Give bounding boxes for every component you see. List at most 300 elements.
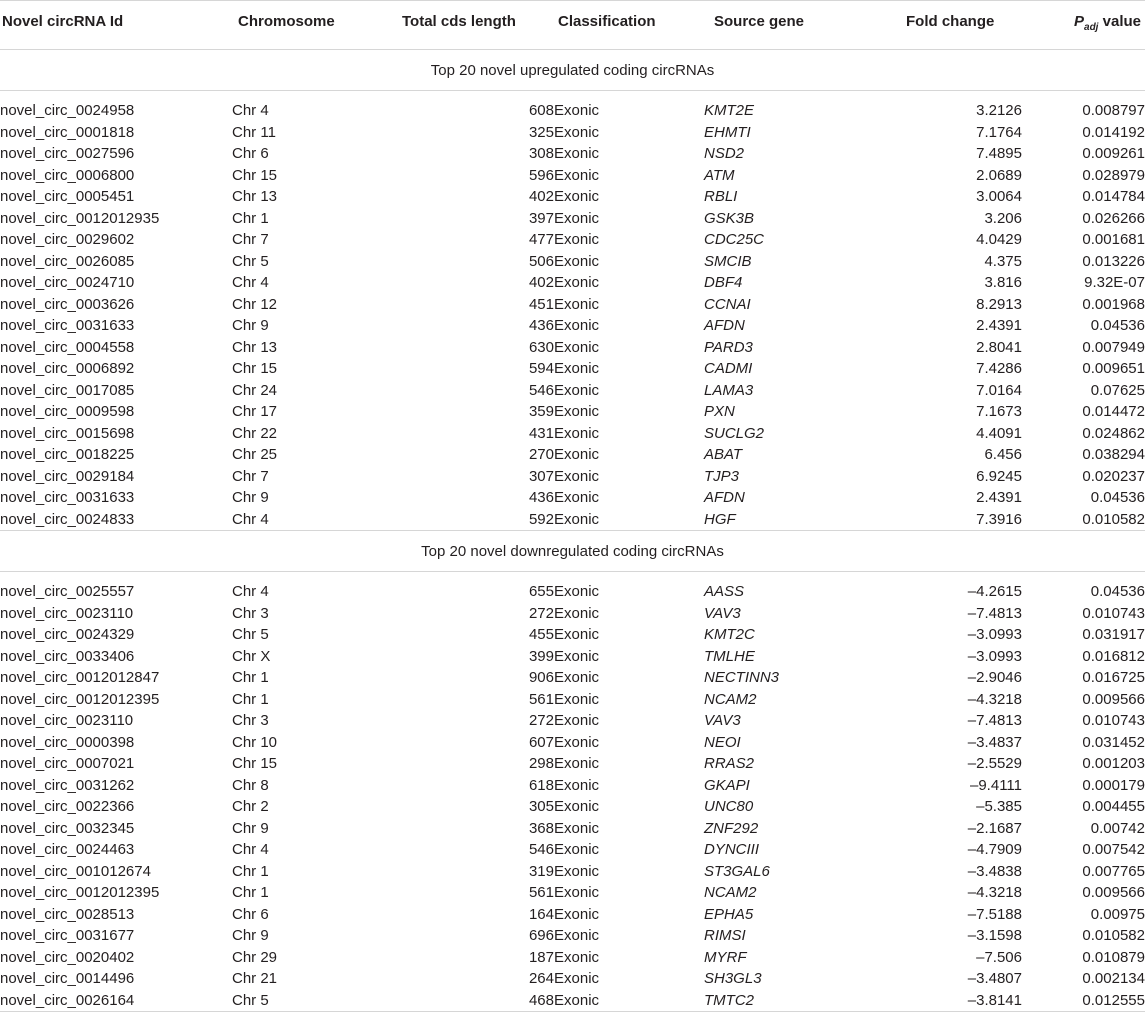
padj-value: 0.026266 — [1082, 209, 1145, 227]
table-row — [0, 143, 1145, 165]
padj-value: 0.07625 — [1090, 381, 1145, 399]
circrna-id: novel_circ_0026085 — [0, 252, 135, 270]
classification: Exonic — [554, 360, 600, 377]
circrna-id: novel_circ_0020402 — [0, 948, 135, 966]
cds-length: 264 — [528, 970, 554, 987]
fold-change: 3.206 — [984, 209, 1022, 227]
table-row — [0, 904, 1145, 926]
fold-change: –2.1687 — [967, 819, 1022, 837]
padj-value: 0.038294 — [1082, 446, 1145, 463]
chromosome: Chr 13 — [232, 188, 278, 205]
classification: Exonic — [554, 509, 704, 531]
chromosome: Chr 4 — [232, 102, 269, 119]
cds-length: 546 — [528, 381, 554, 399]
fold-change: 7.4895 — [976, 145, 1022, 162]
table-row — [0, 423, 1145, 445]
source-gene: MYRF — [704, 948, 747, 966]
circrna-id: novel_circ_0007021 — [0, 755, 135, 772]
circrna-id: novel_circ_0027596 — [0, 145, 135, 162]
padj-value: 0.010743 — [1082, 604, 1145, 622]
source-gene: TMTC2 — [704, 990, 874, 1012]
table-row — [0, 229, 1145, 251]
classification: Exonic — [554, 209, 600, 227]
table-row — [0, 775, 1145, 797]
chromosome: Chr 1 — [232, 669, 269, 686]
source-gene: VAV3 — [704, 604, 741, 622]
fold-change: 3.2126 — [976, 102, 1022, 119]
chromosome: Chr 9 — [232, 317, 269, 334]
classification: Exonic — [554, 252, 600, 270]
fold-change: –5.385 — [976, 798, 1022, 815]
circrna-id: novel_circ_0018225 — [0, 446, 135, 463]
chromosome: Chr 4 — [232, 841, 269, 858]
header-source-gene: Source gene — [704, 1, 874, 50]
circrna-id: novel_circ_0014496 — [0, 970, 135, 987]
table-row — [0, 122, 1145, 144]
header-padj — [1022, 1, 1145, 50]
circrna-id: novel_circ_0006892 — [0, 360, 135, 377]
circrna-id: novel_circ_0015698 — [0, 424, 135, 442]
table-row — [0, 337, 1145, 359]
fold-change: –3.4838 — [967, 862, 1022, 880]
source-gene: NSD2 — [704, 145, 745, 162]
padj-value: 0.016812 — [1082, 647, 1145, 665]
padj-value: 0.001681 — [1082, 231, 1145, 248]
classification: Exonic — [554, 776, 600, 794]
fold-change: –2.9046 — [967, 669, 1022, 686]
table-row — [0, 624, 1145, 646]
fold-change: 2.0689 — [976, 166, 1022, 184]
source-gene: AASS — [704, 583, 745, 600]
circrna-id: novel_circ_0000398 — [0, 733, 135, 751]
chromosome: Chr X — [232, 647, 271, 665]
source-gene: RRAS2 — [704, 755, 755, 772]
padj-value: 0.004455 — [1082, 798, 1145, 815]
classification: Exonic — [554, 970, 600, 987]
table-row — [0, 186, 1145, 208]
source-gene: EPHA5 — [704, 905, 754, 923]
source-gene: GSK3B — [704, 209, 755, 227]
source-gene: DBF4 — [704, 274, 743, 291]
classification: Exonic — [554, 317, 600, 334]
circrna-id: novel_circ_0024710 — [0, 274, 135, 291]
header-padj-value: value — [1098, 13, 1141, 30]
classification: Exonic — [554, 927, 600, 944]
source-gene: AFDN — [704, 489, 745, 506]
fold-change: 7.1764 — [976, 123, 1022, 141]
section-title-row — [0, 50, 1145, 91]
classification: Exonic — [554, 841, 600, 858]
fold-change: 2.4391 — [976, 489, 1022, 506]
classification: Exonic — [554, 712, 600, 729]
circrna-id: novel_circ_0023110 — [0, 712, 134, 729]
source-gene: NCAM2 — [704, 884, 757, 901]
padj-value: 0.014472 — [1082, 403, 1145, 420]
padj-value: 0.010879 — [1082, 948, 1145, 966]
source-gene: KMT2E — [704, 102, 755, 119]
classification: Exonic — [554, 647, 600, 665]
fold-change: 7.1673 — [976, 403, 1022, 420]
chromosome: Chr 13 — [232, 338, 278, 356]
classification: Exonic — [554, 819, 600, 837]
chromosome: Chr 4 — [232, 274, 269, 291]
classification: Exonic — [554, 467, 600, 485]
circrna-id: novel_circ_0025557 — [0, 583, 135, 600]
cds-length: 906 — [528, 669, 554, 686]
classification: Exonic — [554, 446, 600, 463]
fold-change: 3.0064 — [976, 188, 1022, 205]
chromosome: Chr 3 — [232, 712, 269, 729]
fold-change: –3.0993 — [967, 647, 1022, 665]
table-row — [0, 603, 1145, 625]
source-gene: GKAPI — [704, 776, 750, 794]
padj-value: 0.001203 — [1082, 755, 1145, 772]
chromosome: Chr 15 — [232, 360, 278, 377]
chromosome: Chr 7 — [232, 467, 269, 485]
classification: Exonic — [554, 755, 600, 772]
classification: Exonic — [554, 102, 600, 119]
cds-length: 187 — [528, 948, 554, 966]
cds-length: 307 — [528, 467, 554, 485]
padj-value: 0.009651 — [1082, 360, 1145, 377]
source-gene: ZNF292 — [704, 819, 759, 837]
padj-value: 0.008797 — [1082, 102, 1145, 119]
circrna-id: novel_circ_0003626 — [0, 295, 135, 313]
chromosome: Chr 3 — [232, 604, 269, 622]
fold-change: 4.4091 — [976, 424, 1022, 442]
table-row — [0, 990, 1145, 1012]
fold-change: 8.2913 — [976, 295, 1022, 313]
padj-value: 0.009261 — [1082, 145, 1145, 162]
fold-change: –3.4837 — [967, 733, 1022, 751]
circrna-id: novel_circ_0001818 — [0, 123, 135, 141]
classification: Exonic — [554, 123, 600, 141]
chromosome: Chr 9 — [232, 819, 269, 837]
table-row — [0, 796, 1145, 818]
chromosome: Chr 12 — [232, 295, 278, 313]
cds-length: 451 — [528, 295, 554, 313]
source-gene: SMCIB — [704, 252, 752, 270]
fold-change: 6.456 — [984, 446, 1022, 463]
table-row — [0, 882, 1145, 904]
cds-length: 298 — [528, 755, 554, 772]
fold-change: 2.8041 — [976, 338, 1022, 356]
circrna-id: novel_circ_0024329 — [0, 626, 135, 643]
padj-value: 0.009566 — [1082, 884, 1145, 901]
fold-change: –7.506 — [976, 948, 1022, 966]
source-gene: PARD3 — [704, 338, 753, 356]
chromosome: Chr 25 — [232, 446, 278, 463]
source-gene: CDC25C — [704, 231, 765, 248]
classification: Exonic — [554, 905, 600, 923]
table-row — [0, 646, 1145, 668]
fold-change: –4.7909 — [967, 841, 1022, 858]
section-title: Top 20 novel downregulated coding circRNAs — [0, 531, 1145, 572]
classification: Exonic — [554, 403, 600, 420]
cds-length: 618 — [528, 776, 554, 794]
header-id: Novel circRNA Id — [0, 1, 232, 50]
classification: Exonic — [554, 145, 600, 162]
source-gene: NEOI — [704, 733, 741, 751]
cds-length: 655 — [528, 583, 554, 600]
section-title-row — [0, 531, 1145, 572]
circrna-id: novel_circ_0032345 — [0, 819, 135, 837]
source-gene: HGF — [704, 509, 874, 531]
table-body — [0, 50, 1145, 1012]
source-gene: UNC80 — [704, 798, 754, 815]
chromosome: Chr 2 — [232, 798, 269, 815]
chromosome: Chr 10 — [232, 733, 278, 751]
fold-change: –4.3218 — [967, 884, 1022, 901]
source-gene: AFDN — [704, 317, 745, 334]
circrna-id: novel_circ_0012012395 — [0, 690, 160, 708]
cds-length: 455 — [528, 626, 554, 643]
cds-length: 272 — [528, 712, 554, 729]
fold-change: –2.5529 — [967, 755, 1022, 772]
source-gene: RBLI — [704, 188, 738, 205]
chromosome: Chr 9 — [232, 489, 269, 506]
circrna-id: novel_circ_001012674 — [0, 862, 151, 880]
table-row — [0, 380, 1145, 402]
chromosome: Chr 6 — [232, 905, 269, 923]
table-row — [0, 581, 1145, 603]
chromosome: Chr 1 — [232, 884, 269, 901]
table-row — [0, 208, 1145, 230]
source-gene: PXN — [704, 403, 735, 420]
classification: Exonic — [554, 188, 600, 205]
padj-value: 0.007949 — [1082, 338, 1145, 356]
padj-value: 0.00742 — [1090, 819, 1145, 837]
padj-value: 0.013226 — [1082, 252, 1145, 270]
cds-length: 594 — [528, 360, 554, 377]
fold-change: 3.816 — [984, 274, 1022, 291]
chromosome: Chr 7 — [232, 231, 269, 248]
circrna-id: novel_circ_0012012935 — [0, 209, 160, 227]
section-title: Top 20 novel upregulated coding circRNAs — [0, 50, 1145, 91]
classification: Exonic — [554, 231, 600, 248]
circrna-id: novel_circ_0031262 — [0, 776, 135, 794]
cds-length: 546 — [528, 841, 554, 858]
source-gene: NECTINN3 — [704, 669, 780, 686]
classification: Exonic — [554, 798, 600, 815]
classification: Exonic — [554, 669, 600, 686]
source-gene: LAMA3 — [704, 381, 754, 399]
chromosome: Chr 6 — [232, 145, 269, 162]
source-gene: ST3GAL6 — [704, 862, 770, 880]
source-gene: TMLHE — [704, 647, 755, 665]
chromosome: Chr 22 — [232, 424, 278, 442]
chromosome: Chr 29 — [232, 948, 278, 966]
source-gene: EHMTI — [704, 123, 751, 141]
chromosome: Chr 11 — [232, 123, 276, 141]
circrna-id: novel_circ_0024833 — [0, 509, 232, 531]
circrna-id: novel_circ_0028513 — [0, 905, 135, 923]
circrna-id: novel_circ_0017085 — [0, 381, 135, 399]
table-row — [0, 444, 1145, 466]
chromosome: Chr 5 — [232, 990, 372, 1012]
classification: Exonic — [554, 424, 600, 442]
header-classification: Classification — [554, 1, 704, 50]
table-row — [0, 272, 1145, 294]
circrna-id: novel_circ_0024463 — [0, 841, 135, 858]
padj-value: 9.32E-07 — [1084, 274, 1145, 291]
padj-value: 0.012555 — [1022, 990, 1145, 1012]
classification: Exonic — [554, 338, 600, 356]
fold-change: 6.9245 — [976, 467, 1022, 485]
source-gene: KMT2C — [704, 626, 755, 643]
source-gene: TJP3 — [704, 467, 740, 485]
cds-length: 561 — [528, 884, 554, 901]
table-row — [0, 925, 1145, 947]
classification: Exonic — [554, 381, 600, 399]
padj-value: 0.010582 — [1082, 927, 1145, 944]
fold-change: –3.0993 — [967, 626, 1022, 643]
table-row — [0, 732, 1145, 754]
circrna-id: novel_circ_0022366 — [0, 798, 135, 815]
source-gene: CADMI — [704, 360, 753, 377]
source-gene: CCNAI — [704, 295, 751, 313]
classification: Exonic — [554, 604, 600, 622]
fold-change: 7.4286 — [976, 360, 1022, 377]
cds-length: 506 — [528, 252, 554, 270]
circrna-id: novel_circ_0012012847 — [0, 669, 160, 686]
cds-length: 436 — [528, 489, 554, 506]
chromosome: Chr 9 — [232, 927, 269, 944]
circrna-id: novel_circ_0031633 — [0, 489, 135, 506]
chromosome: Chr 1 — [232, 209, 269, 227]
circrna-id: novel_circ_0009598 — [0, 403, 135, 420]
fold-change: –3.8141 — [874, 990, 1022, 1012]
chromosome: Chr 15 — [232, 755, 278, 772]
chromosome: Chr 21 — [232, 970, 278, 987]
chromosome: Chr 5 — [232, 252, 269, 270]
padj-value: 0.001968 — [1082, 295, 1145, 313]
fold-change: 7.0164 — [976, 381, 1022, 399]
source-gene: ABAT — [704, 446, 743, 463]
header-fold-change: Fold change — [874, 1, 1022, 50]
circrna-id: novel_circ_0029602 — [0, 231, 135, 248]
fold-change: –7.4813 — [967, 712, 1022, 729]
table-row — [0, 968, 1145, 990]
circrna-id: novel_circ_0031633 — [0, 317, 135, 334]
spacer-row — [0, 572, 1145, 582]
header-row — [0, 1, 1145, 50]
table-row — [0, 401, 1145, 423]
table-row — [0, 710, 1145, 732]
fold-change: –3.1598 — [967, 927, 1022, 944]
table-row — [0, 947, 1145, 969]
padj-value: 0.014784 — [1082, 188, 1145, 205]
cds-length: 607 — [528, 733, 554, 751]
classification: Exonic — [554, 166, 600, 184]
fold-change: –7.5188 — [967, 905, 1022, 923]
fold-change: 4.375 — [984, 252, 1022, 270]
cds-length: 397 — [528, 209, 554, 227]
table-row — [0, 818, 1145, 840]
fold-change: –4.2615 — [967, 583, 1022, 600]
circrna-id: novel_circ_0023110 — [0, 604, 134, 622]
padj-value: 0.00975 — [1090, 905, 1145, 923]
chromosome: Chr 24 — [232, 381, 278, 399]
padj-value: 0.031917 — [1082, 626, 1145, 643]
cds-length: 399 — [528, 647, 554, 665]
table-row — [0, 509, 1145, 531]
source-gene: DYNCIII — [704, 841, 760, 858]
cds-length: 402 — [528, 274, 554, 291]
fold-change: 4.0429 — [976, 231, 1022, 248]
padj-value: 0.000179 — [1082, 776, 1145, 794]
circrna-id: novel_circ_0031677 — [0, 927, 135, 944]
table-row — [0, 753, 1145, 775]
fold-change: 2.4391 — [976, 317, 1022, 334]
table-row — [0, 251, 1145, 273]
table-row — [0, 165, 1145, 187]
cds-length: 272 — [528, 604, 554, 622]
classification: Exonic — [554, 862, 600, 880]
circrna-id: novel_circ_0029184 — [0, 467, 135, 485]
spacer-row — [0, 91, 1145, 101]
table-header — [0, 1, 1145, 50]
padj-value: 0.04536 — [1090, 317, 1145, 334]
fold-change: 7.3916 — [874, 509, 1022, 531]
circrna-id: novel_circ_0012012395 — [0, 884, 160, 901]
chromosome: Chr 17 — [232, 403, 278, 420]
source-gene: SH3GL3 — [704, 970, 762, 987]
table-row — [0, 839, 1145, 861]
fold-change: –9.4111 — [970, 776, 1022, 794]
table-row — [0, 315, 1145, 337]
padj-value: 0.009566 — [1082, 690, 1145, 708]
table-row — [0, 861, 1145, 883]
source-gene: SUCLG2 — [704, 424, 765, 442]
cds-length: 596 — [528, 166, 554, 184]
circrna-id: novel_circ_0024958 — [0, 102, 135, 119]
source-gene: ATM — [704, 166, 735, 184]
table-row — [0, 667, 1145, 689]
cds-length: 164 — [528, 905, 554, 923]
cds-length: 561 — [528, 690, 554, 708]
cds-length: 368 — [528, 819, 554, 837]
cds-length: 436 — [528, 317, 554, 334]
cds-length: 630 — [528, 338, 554, 356]
padj-value: 0.04536 — [1090, 489, 1145, 506]
circrna-id: novel_circ_0026164 — [0, 990, 232, 1012]
cds-length: 319 — [528, 862, 554, 880]
chromosome: Chr 1 — [232, 690, 269, 708]
fold-change: –7.4813 — [967, 604, 1022, 622]
padj-value: 0.016725 — [1082, 669, 1145, 686]
source-gene: NCAM2 — [704, 690, 757, 708]
padj-value: 0.020237 — [1082, 467, 1145, 485]
padj-value: 0.028979 — [1082, 166, 1145, 184]
table-row — [0, 100, 1145, 122]
chromosome: Chr 8 — [232, 776, 269, 794]
classification: Exonic — [554, 295, 600, 313]
classification: Exonic — [554, 948, 600, 966]
table-row — [0, 294, 1145, 316]
cds-length: 468 — [372, 990, 554, 1012]
padj-value: 0.002134 — [1082, 970, 1145, 987]
header-length: Total cds length — [372, 1, 554, 50]
chromosome: Chr 1 — [232, 862, 269, 880]
padj-value: 0.007542 — [1082, 841, 1145, 858]
classification: Exonic — [554, 690, 600, 708]
fold-change: –4.3218 — [967, 690, 1022, 708]
classification: Exonic — [554, 733, 600, 751]
classification: Exonic — [554, 884, 600, 901]
padj-value: 0.031452 — [1082, 733, 1145, 751]
table-row — [0, 466, 1145, 488]
